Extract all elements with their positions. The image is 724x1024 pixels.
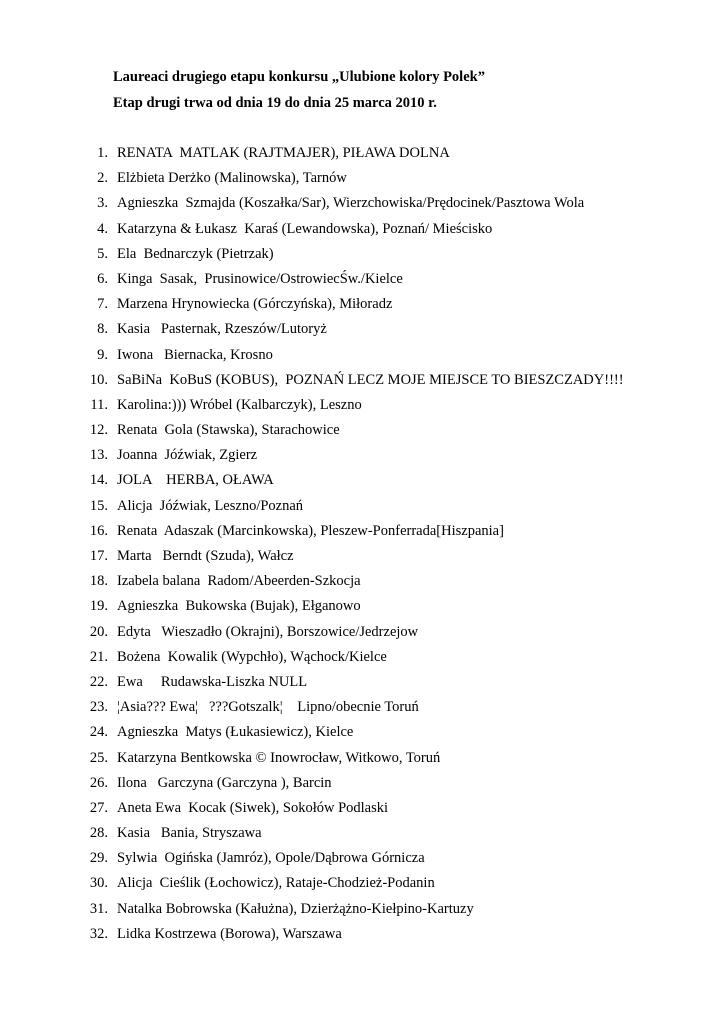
list-item-number: 16. (89, 522, 108, 539)
list-item (0, 345, 724, 370)
list-item-number: 17. (89, 548, 108, 564)
list-item (0, 496, 724, 521)
list-item (0, 672, 724, 697)
list-item (0, 168, 724, 193)
list-item-text: Agnieszka Bukowska (Bujak), Ełganowo (117, 598, 361, 615)
list-item (0, 143, 724, 168)
list-item (0, 445, 724, 470)
list-item (0, 395, 724, 420)
list-item-number: 1. (97, 145, 108, 161)
list-item-text: SaBiNa KoBuS (KOBUS), POZNAŃ LECZ MOJE MIEJSCE TO BIESZCZADY!!!! (117, 371, 624, 388)
list-item-number: 20. (89, 623, 108, 640)
list-item (0, 596, 724, 621)
list-item-text: Katarzyna & Łukasz Karaś (Lewandowska), Poznań/ Mieścisko (117, 220, 493, 237)
list-item-text: Renata Gola (Stawska), Starachowice (117, 422, 340, 439)
list-item-text: Agnieszka Matys (Łukasiewicz), Kielce (117, 724, 354, 741)
list-item-number: 6. (97, 270, 108, 287)
list-item-number: 26. (89, 774, 108, 791)
list-item-number: 28. (89, 825, 108, 842)
list-item-number: 23. (89, 699, 108, 716)
list-item-number: 21. (89, 648, 108, 665)
list-item-number: 12. (89, 422, 108, 439)
list-item (0, 697, 724, 722)
list-item (0, 748, 724, 773)
list-item-number: 5. (97, 245, 108, 262)
list-item-number: 10. (89, 371, 108, 388)
list-item (0, 244, 724, 269)
list-item-text: Aneta Ewa Kocak (Siwek), Sokołów Podlaski (117, 799, 389, 816)
list-item (0, 773, 724, 798)
list-item-number: 9. (97, 346, 108, 363)
list-item-text: Sylwia Ogińska (Jamróz), Opole/Dąbrowa Górnicza (117, 850, 425, 867)
list-item-text: Alicja Cieślik (Łochowicz), Rataje-Chodzież-Podanin (117, 875, 435, 892)
list-item-number: 7. (97, 296, 108, 313)
list-item (0, 193, 724, 218)
list-item (0, 370, 724, 395)
list-item-number: 14. (89, 472, 108, 489)
list-item (0, 420, 724, 445)
list-item (0, 873, 724, 898)
list-item-text: RENATA MATLAK (RAJTMAJER), PIŁAWA DOLNA (117, 145, 450, 161)
list-item (0, 622, 724, 647)
list-item (0, 722, 724, 747)
list-item-text: Kasia Pasternak, Rzeszów/Lutoryż (117, 321, 327, 338)
list-item-number: 31. (89, 900, 108, 917)
list-item (0, 848, 724, 873)
list-item (0, 219, 724, 244)
list-item (0, 470, 724, 495)
list-item-text: Iwona Biernacka, Krosno (117, 346, 273, 363)
list-item-text: Alicja Jóźwiak, Leszno/Poznań (117, 497, 304, 514)
list-item-number: 13. (89, 447, 108, 464)
list-item-text: Kinga Sasak, Prusinowice/OstrowiecŚw./Kielce (117, 270, 403, 287)
list-item-text: Renata Adaszak (Marcinkowska), Pleszew-Ponferrada[Hiszpania] (117, 522, 504, 539)
list-item-number: 25. (89, 749, 108, 766)
list-item-number: 11. (90, 396, 108, 413)
list-item-text: Kasia Bania, Stryszawa (117, 825, 262, 842)
page-title: Laureaci drugiego etapu konkursu „Ulubione kolory Polek” (113, 69, 485, 85)
list-item-text: Natalka Bobrowska (Kałużna), Dzierżążno-Kiełpino-Kartuzy (117, 900, 474, 917)
list-item (0, 319, 724, 344)
list-item (0, 924, 724, 949)
list-item-text: ¦Asia??? Ewa¦ ???Gotszalk¦ Lipno/obecnie Toruń (117, 699, 419, 716)
list-item-number: 32. (89, 925, 108, 942)
list-item-text: Marzena Hrynowiecka (Górczyńska), Miłoradz (117, 296, 393, 313)
list-item-text: Elżbieta Derżko (Malinowska), Tarnów (117, 170, 347, 187)
list-item (0, 647, 724, 672)
list-item (0, 798, 724, 823)
list-item-number: 24. (89, 724, 108, 741)
list-item (0, 571, 724, 596)
list-item (0, 521, 724, 546)
list-item-text: Lidka Kostrzewa (Borowa), Warszawa (117, 925, 342, 942)
list-item-text: Edyta Wieszadło (Okrajni), Borszowice/Jedrzejow (117, 623, 419, 640)
list-item-text: Marta Berndt (Szuda), Wałcz (117, 548, 294, 564)
list-item-number: 29. (89, 850, 108, 867)
list-item (0, 294, 724, 319)
list-item-number: 19. (89, 598, 108, 615)
winners-list (0, 143, 724, 949)
list-item-number: 18. (89, 573, 108, 590)
list-item-number: 27. (89, 799, 108, 816)
list-item-number: 22. (89, 673, 108, 690)
list-item-number: 4. (97, 220, 108, 237)
list-item-text: Joanna Jóźwiak, Zgierz (117, 447, 258, 464)
list-item-text: Karolina:))) Wróbel (Kalbarczyk), Leszno (117, 396, 362, 413)
page-subtitle: Etap drugi trwa od dnia 19 do dnia 25 marca 2010 r. (113, 95, 437, 111)
list-item-text: Bożena Kowalik (Wypchło), Wąchock/Kielce (117, 648, 387, 665)
list-item-text: Ela Bednarczyk (Pietrzak) (117, 245, 274, 262)
list-item (0, 546, 724, 571)
list-item-text: Ilona Garczyna (Garczyna ), Barcin (117, 774, 332, 791)
list-item-text: JOLA HERBA, OŁAWA (117, 472, 274, 489)
list-item (0, 899, 724, 924)
list-item-number: 3. (97, 195, 108, 212)
list-item-number: 30. (89, 875, 108, 892)
list-item-number: 15. (89, 497, 108, 514)
list-item-number: 2. (97, 170, 108, 187)
list-item (0, 269, 724, 294)
list-item (0, 823, 724, 848)
list-item-number: 8. (97, 321, 108, 338)
list-item-text: Agnieszka Szmajda (Koszałka/Sar), Wierzchowiska/Prędocinek/Pasztowa Wola (117, 195, 585, 212)
list-item-text: Katarzyna Bentkowska © Inowrocław, Witkowo, Toruń (117, 749, 441, 766)
list-item-text: Ewa Rudawska-Liszka NULL (117, 673, 308, 690)
list-item-text: Izabela balana Radom/Abeerden-Szkocja (117, 573, 361, 590)
